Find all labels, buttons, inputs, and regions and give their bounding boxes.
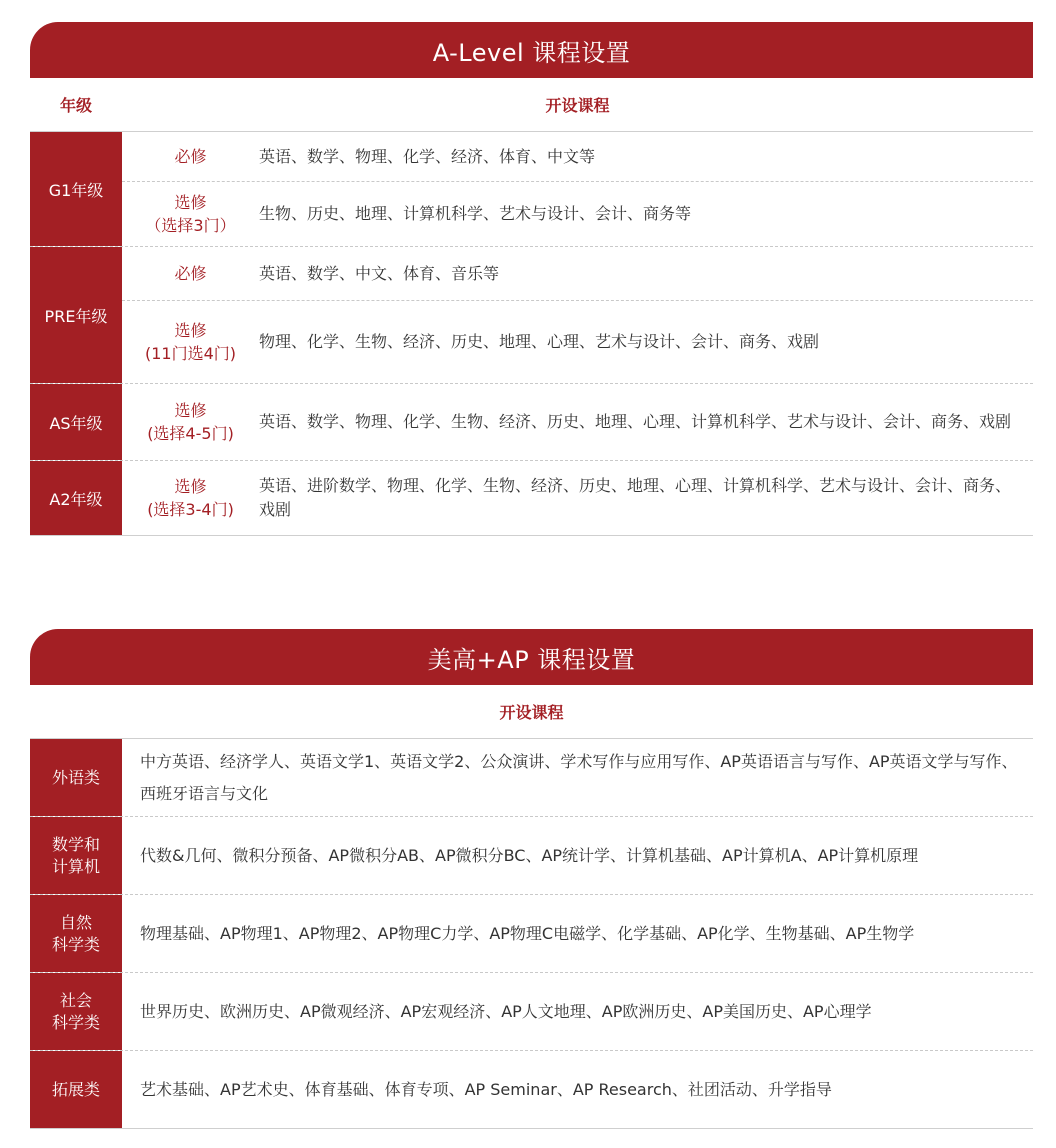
course-row — [122, 247, 1033, 301]
category-row-language — [30, 739, 1033, 817]
alevel-section — [30, 22, 1033, 536]
course-type: 选修 (选择4-5门) — [147, 401, 234, 443]
grade-block-g1 — [30, 132, 1033, 247]
alevel-header-row — [30, 78, 1033, 132]
course-row — [122, 301, 1033, 383]
category-courses: 物理基础、AP物理1、AP物理2、AP物理C力学、AP物理C电磁学、化学基础、AP化学、生物基础、AP生物学 — [140, 923, 915, 943]
header-grade: 年级 — [59, 96, 92, 115]
course-list: 生物、历史、地理、计算机科学、艺术与设计、会计、商务等 — [259, 204, 692, 223]
course-row — [122, 384, 1033, 460]
course-type: 选修 (选择3-4门) — [147, 477, 234, 519]
course-list: 英语、数学、物理、化学、经济、体育、中文等 — [259, 146, 596, 166]
header-courses: 开设课程 — [545, 96, 610, 115]
course-row — [122, 132, 1033, 182]
category-row-math — [30, 817, 1033, 895]
category-row-extension — [30, 1051, 1033, 1129]
grade-block-as — [30, 384, 1033, 461]
ap-header-courses: 开设课程 — [30, 685, 1033, 739]
ap-title-banner — [30, 629, 1033, 685]
course-list: 英语、数学、中文、体育、音乐等 — [259, 263, 500, 283]
course-list: 物理、化学、生物、经济、历史、地理、心理、艺术与设计、会计、商务、戏剧 — [259, 332, 820, 351]
category-courses: 代数&几何、微积分预备、AP微积分AB、AP微积分BC、AP统计学、计算机基础、AP计算机A、AP计算机原理 — [140, 845, 919, 865]
category-row-science — [30, 895, 1033, 973]
grade-label: G1年级 — [30, 132, 122, 246]
course-row — [122, 461, 1033, 535]
alevel-title: A-Level 课程设置 — [432, 38, 631, 67]
alevel-title-banner — [30, 22, 1033, 78]
category-label: 外语类 — [30, 739, 122, 816]
course-list: 英语、进阶数学、物理、化学、生物、经济、历史、地理、心理、计算机科学、艺术与设计、会计、商务、戏剧 — [259, 476, 1012, 519]
grade-block-pre — [30, 247, 1033, 384]
ap-title: 美高+AP 课程设置 — [427, 645, 636, 674]
category-courses: 世界历史、欧洲历史、AP微观经济、AP宏观经济、AP人文地理、AP欧洲历史、AP美国历史、AP心理学 — [140, 1001, 872, 1021]
category-label: 数学和 计算机 — [30, 817, 122, 894]
course-row — [122, 182, 1033, 246]
category-label: 自然 科学类 — [30, 895, 122, 972]
course-list: 英语、数学、物理、化学、生物、经济、历史、地理、心理、计算机科学、艺术与设计、会计、商务、戏剧 — [259, 412, 1012, 431]
category-courses: 艺术基础、AP艺术史、体育基础、体育专项、AP Seminar、AP Research、社团活动、升学指导 — [140, 1079, 832, 1099]
grade-label: PRE年级 — [30, 247, 122, 383]
course-type: 必修 — [174, 264, 207, 283]
grade-block-a2 — [30, 461, 1033, 536]
category-label: 社会 科学类 — [30, 973, 122, 1050]
category-row-social — [30, 973, 1033, 1051]
category-label: 拓展类 — [30, 1051, 122, 1128]
course-type: 选修 (11门选4门) — [144, 321, 237, 363]
ap-section — [30, 629, 1033, 1129]
grade-label: A2年级 — [30, 461, 122, 535]
grade-label: AS年级 — [30, 384, 122, 460]
course-type: 选修 （选择3门） — [145, 193, 236, 235]
course-type: 必修 — [174, 147, 207, 166]
category-courses: 中方英语、经济学人、英语文学1、英语文学2、公众演讲、学术写作与应用写作、AP英语语言与写作、AP英语文学与写作、西班牙语言与文化 — [140, 751, 1018, 803]
